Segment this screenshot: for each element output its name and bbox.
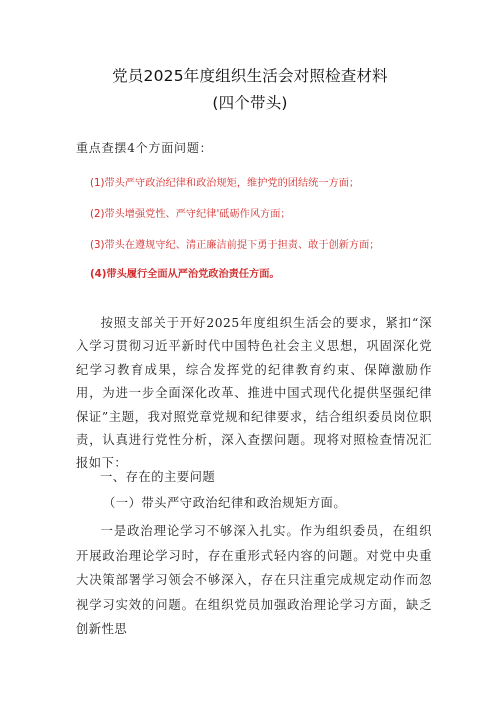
section-paragraph: 一是政治理论学习不够深入扎实。作为组织委员，在组织开展政治理论学习时，存在重形式轻内容的问题。对党中央重大决策部署学习领会不够深入，存在只注重完成规定动作而忽视学习实效的问题。在组织党员加强政治理论学习方面，缺乏创新性思 — [76, 524, 432, 636]
focus-item-2: (2)带头增强党性、严守纪律'砥砺作风方面； — [90, 209, 291, 220]
document-title: 党员2025年度组织生活会对照检查材料 — [112, 67, 388, 85]
section-heading: 一、存在的主要问题 — [100, 470, 216, 484]
document-subtitle: (四个带头) — [212, 94, 288, 112]
focus-item-4: (4)带头履行全面从严治党政治责任方面。 — [90, 269, 280, 280]
focus-item-1: (1)带头严守政治纪律和政治规矩，维护党的团结统一方面； — [90, 178, 360, 189]
intro-paragraph: 按照支部关于开好2025年度组织生活会的要求，紧扣“深入学习贯彻习近平新时代中国特色社会主义思想，巩固深化党纪学习教育成果，综合发挥党的纪律教育约束、保障激励作用，为进一步全面深化改革、推进中国式现代化提供坚强纪律保证”主题，我对照党章党规和纪律要求，结合组织委员岗位职责，认真进行党性分析，深入查摆问题。现将对照检查情况汇报如下： — [76, 316, 432, 471]
focus-item-3: (3)带头在遵规守纪、清正廉洁前提下勇于担责、敢于创新方面； — [90, 240, 380, 251]
subsection-heading: （一）带头严守政治纪律和政治规矩方面。 — [103, 496, 347, 510]
focus-heading: 重点查摆4个方面问题： — [76, 141, 213, 155]
